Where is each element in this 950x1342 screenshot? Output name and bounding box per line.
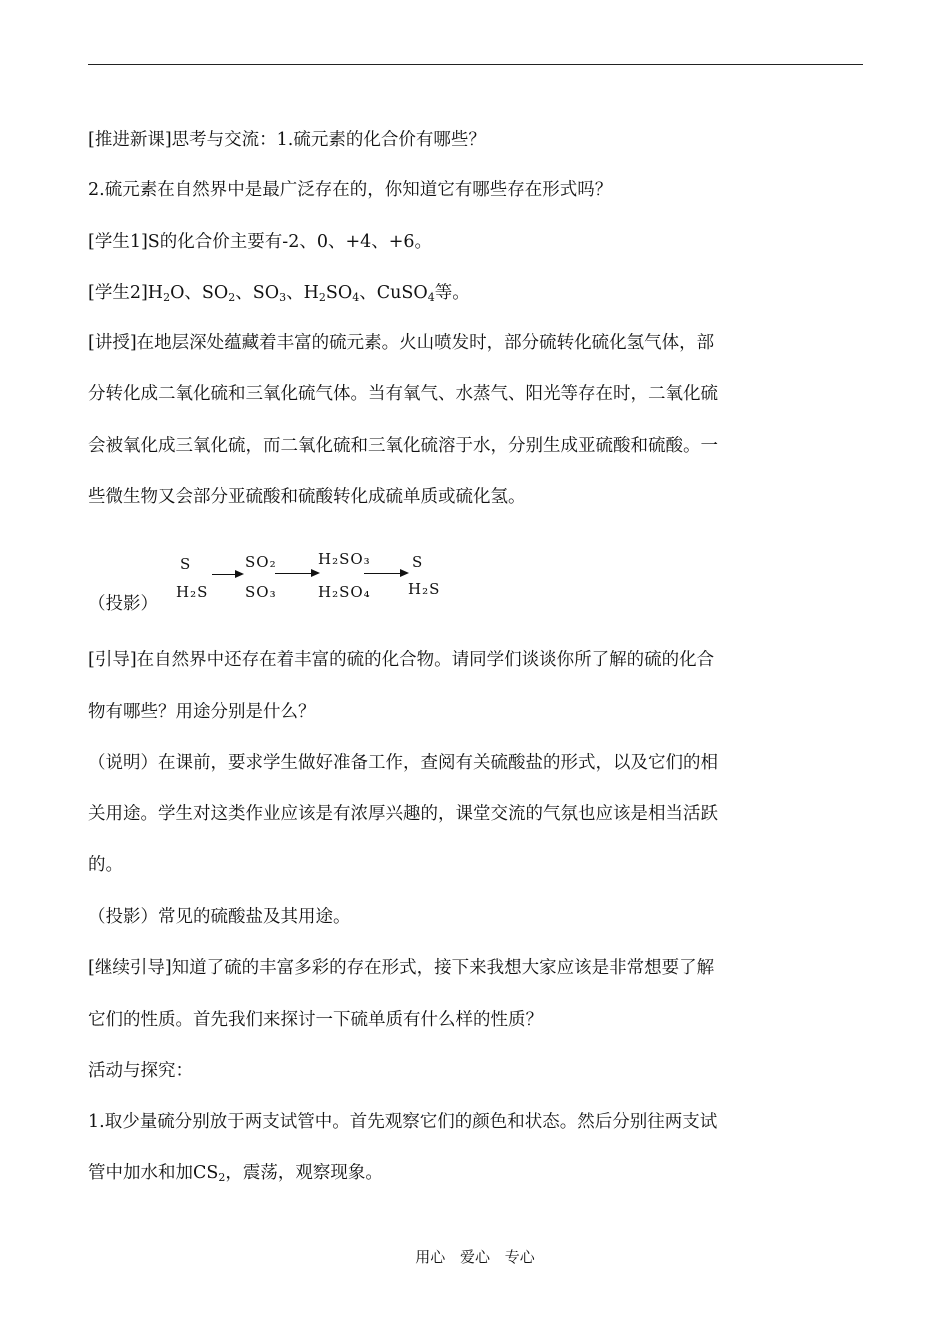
paragraph-line: 的。 [88, 855, 123, 875]
scheme-species: S [180, 555, 192, 573]
scheme-species: H₂S [176, 583, 209, 601]
page-footer [0, 1246, 950, 1267]
scheme-species: SO₂ [245, 553, 277, 571]
scheme-label: （投影） [88, 594, 158, 614]
student2-text: 、SO [235, 283, 280, 303]
student2-prefix: [学生2]H [88, 283, 164, 303]
reaction-arrow [364, 573, 407, 574]
paragraph-line: 1.取少量硫分别放于两支试管中。首先观察它们的颜色和状态。然后分别往两支试 [88, 1112, 718, 1132]
paragraph-line: 物有哪些？用途分别是什么？ [88, 702, 316, 722]
paragraph-line: [推进新课]思考与交流：1.硫元素的化合价有哪些？ [88, 130, 486, 150]
paragraph-line: （投影）常见的硫酸盐及其用途。 [88, 907, 351, 927]
student2-text: 、H [286, 283, 319, 303]
reaction-arrow [275, 573, 318, 574]
footer-item: 用心 [415, 1248, 446, 1266]
subscript: 2 [318, 291, 326, 304]
scheme-species: H₂SO₃ [318, 550, 371, 568]
subscript: 2 [218, 1171, 226, 1184]
paragraph-line: [讲授]在地层深处蕴藏着丰富的硫元素。火山喷发时，部分硫转化硫化氢气体，部 [88, 333, 715, 353]
paragraph-line: 会被氧化成三氧化硫，而二氧化硫和三氧化硫溶于水，分别生成亚硫酸和硫酸。一 [88, 436, 718, 456]
paragraph-line: 2.硫元素在自然界中是最广泛存在的，你知道它有哪些存在形式吗？ [88, 180, 613, 200]
subscript: 4 [427, 291, 435, 304]
paragraph-line: 活动与探究： [88, 1061, 193, 1081]
subscript: 3 [279, 291, 287, 304]
paragraph-line: [引导]在自然界中还存在着丰富的硫的化合物。请同学们谈谈你所了解的硫的化合 [88, 650, 715, 670]
header-rule [88, 64, 863, 65]
paragraph-line: （说明）在课前，要求学生做好准备工作，查阅有关硫酸盐的形式，以及它们的相 [88, 753, 718, 773]
paragraph-line: [学生1]S的化合价主要有-2、0、+4、+6。 [88, 232, 433, 252]
student2-line [88, 281, 470, 305]
final-line-text: 管中加水和加CS [88, 1163, 219, 1183]
subscript: 2 [228, 291, 236, 304]
student2-text: 等。 [434, 283, 470, 303]
final-line [88, 1161, 383, 1185]
student2-text: SO [325, 283, 353, 303]
scheme-species: SO₃ [245, 583, 277, 601]
footer-item: 爱心 [459, 1248, 490, 1266]
final-line-text: ，震荡，观察现象。 [225, 1163, 383, 1183]
scheme-species: H₂SO₄ [318, 583, 371, 601]
paragraph-line: 关用途。学生对这类作业应该是有浓厚兴趣的，课堂交流的气氛也应该是相当活跃 [88, 804, 718, 824]
footer-item: 专心 [504, 1248, 535, 1266]
scheme-species: S [412, 553, 424, 571]
paragraph-line: 分转化成二氧化硫和三氧化硫气体。当有氧气、水蒸气、阳光等存在时，二氧化硫 [88, 384, 718, 404]
paragraph-line: [继续引导]知道了硫的丰富多彩的存在形式，接下来我想大家应该是非常想要了解 [88, 958, 715, 978]
subscript: 2 [163, 291, 171, 304]
scheme-species: H₂S [408, 580, 441, 598]
subscript: 4 [352, 291, 360, 304]
paragraph-line: 些微生物又会部分亚硫酸和硫酸转化成硫单质或硫化氢。 [88, 487, 526, 507]
student2-text: 、CuSO [359, 283, 428, 303]
paragraph-line: 它们的性质。首先我们来探讨一下硫单质有什么样的性质？ [88, 1010, 543, 1030]
reaction-arrow [212, 574, 242, 575]
student2-text: O、SO [170, 283, 229, 303]
